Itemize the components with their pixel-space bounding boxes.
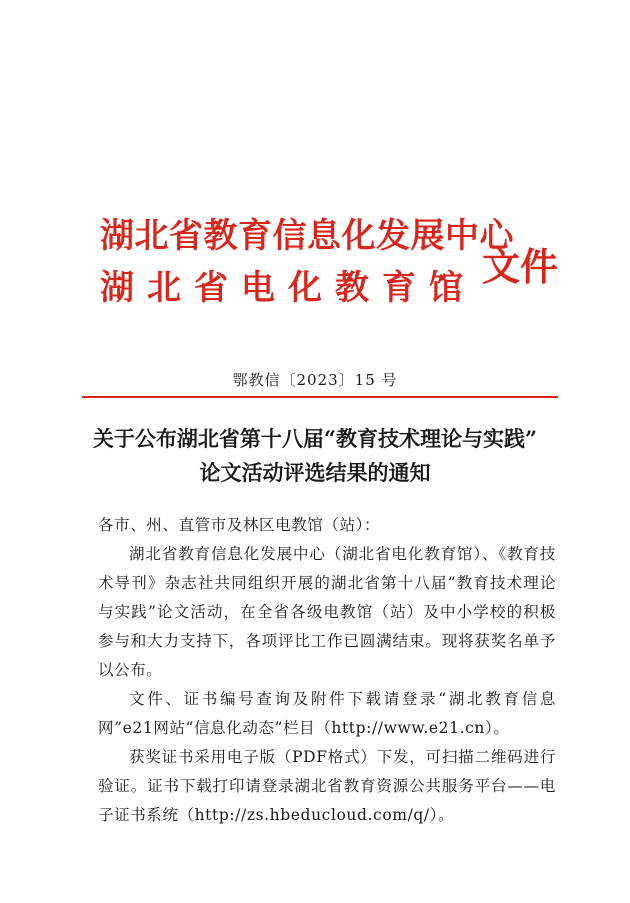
notice-body — [98, 511, 556, 830]
paragraph-2: 文件、证书编号查询及附件下载请登录“湖北教育信息网”e21网站“信息化动态”栏目（http://www.e21.cn）。 — [98, 690, 556, 737]
paragraph-3: 获奖证书采用电子版（PDF格式）下发，可扫描二维码进行验证。证书下载打印请登录湖北省教育资源公共服务平台——电子证书系统（http://zs.hbeducloud.com/q/）。 — [98, 748, 556, 824]
notice-title — [60, 422, 570, 490]
salutation: 各市、州、直管市及林区电教馆（站）： — [98, 516, 381, 534]
red-divider — [82, 396, 558, 398]
document-header — [100, 206, 560, 306]
paragraph-1: 湖北省教育信息化发展中心（湖北省电化教育馆）、《教育技术导刊》杂志社共同组织开展的湖北省第十八届“教育技术理论与实践”论文活动，在全省各级电教馆（站）及中小学校的积极参与和大力支持下，各项评比工作已圆满结束。现将获奖名单予以公布。 — [98, 545, 556, 679]
issuer-name-1: 湖北省教育信息化发展中心 — [100, 216, 514, 256]
document-number: 鄂教信〔2023〕15 号 — [232, 371, 398, 389]
issuer-name-2: 湖北省电化教育馆 — [100, 268, 476, 308]
title-line-1: 关于公布湖北省第十八届“教育技术理论与实践” — [92, 426, 538, 451]
document-type-label: 文件 — [482, 245, 559, 289]
title-line-2: 论文活动评选结果的通知 — [199, 460, 431, 485]
